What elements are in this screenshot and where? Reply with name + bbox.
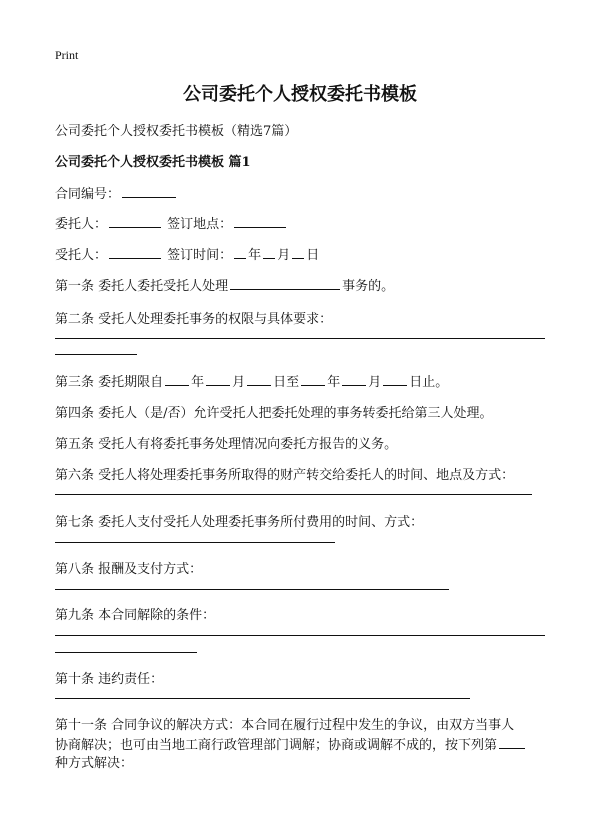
article-4: 第四条 委托人（是/否）允许受托人把委托处理的事务转委托给第三人处理。: [55, 406, 493, 421]
sign-day-label: 日: [306, 248, 320, 263]
page-title: 公司委托个人授权委托书模板: [183, 84, 417, 105]
article-9-rule-1: [55, 635, 545, 636]
article-7-rule: [55, 542, 335, 543]
agent-label: 受托人：: [55, 248, 108, 263]
article-6: 第六条 受托人将处理委托事务所取得的财产转交给委托人的时间、地点及方式：: [55, 468, 515, 483]
article-10-rule: [55, 698, 470, 699]
sign-month-label: 月: [277, 248, 291, 263]
article-11-line-2: [55, 734, 527, 753]
contract-number-label: 合同编号：: [55, 187, 121, 202]
art3-day-blank: [247, 384, 271, 386]
art3-year2: 年: [327, 375, 341, 390]
art3-month: 月: [232, 375, 246, 390]
article-9-rule-2: [55, 652, 197, 653]
art3-day2-blank: [383, 384, 407, 386]
art3-day-to: 日至: [273, 375, 300, 390]
document-subtitle: 公司委托个人授权委托书模板（精选7篇）: [55, 124, 298, 139]
art3-month2: 月: [368, 375, 382, 390]
contract-number-line: [55, 183, 178, 202]
article-6-rule: [55, 494, 532, 495]
article-1-blank: [230, 288, 340, 290]
article-2: 第二条 受托人处理委托事务的权限与具体要求：: [55, 312, 333, 327]
article-1: [55, 275, 394, 294]
art3-year: 年: [191, 375, 205, 390]
article-11-line-2-text: 协商解决；也可由当地工商行政管理部门调解；协商或调解不成的，按下列第: [55, 738, 498, 753]
article-7: 第七条 委托人支付受托人处理委托事务所付费用的时间、方式：: [55, 515, 424, 530]
art3-month2-blank: [342, 384, 366, 386]
article-11-line-3: 种方式解决：: [55, 756, 134, 771]
article-8: 第八条 报酬及支付方式：: [55, 562, 203, 577]
principal-label: 委托人：: [55, 217, 108, 232]
article-10: 第十条 违约责任：: [55, 672, 164, 687]
sign-time-label: 签订时间：: [167, 248, 233, 263]
contract-number-blank: [122, 196, 176, 198]
sign-place-label: 签订地点：: [167, 217, 233, 232]
sign-month-blank: [263, 257, 275, 259]
article-11-line-1: 第十一条 合同争议的解决方式：本合同在履行过程中发生的争议，由双方当事人: [55, 718, 515, 733]
art3-month-blank: [206, 384, 230, 386]
principal-line: [55, 213, 288, 232]
sign-place-blank: [234, 226, 286, 228]
agent-line: [55, 244, 319, 263]
principal-blank: [109, 226, 161, 228]
article-9: 第九条 本合同解除的条件：: [55, 608, 216, 623]
agent-blank: [109, 257, 161, 259]
article-5: 第五条 受托人有将委托事务处理情况向委托方报告的义务。: [55, 437, 398, 452]
article-1-suffix: 事务的。: [342, 279, 395, 294]
article-3: [55, 371, 448, 390]
article-3-text: 第三条 委托期限自: [55, 375, 164, 390]
art3-end: 日止。: [409, 375, 449, 390]
art3-year-blank: [165, 384, 189, 386]
article-11-blank: [499, 747, 525, 749]
art3-year2-blank: [301, 384, 325, 386]
print-label: Print: [55, 48, 79, 62]
article-8-rule: [55, 589, 449, 590]
sign-day-blank: [292, 257, 304, 259]
section-heading: 公司委托个人授权委托书模板 篇1: [55, 155, 251, 170]
article-2-rule-2: [55, 354, 137, 355]
sign-year-blank: [234, 257, 246, 259]
article-1-text: 第一条 委托人委托受托人处理: [55, 279, 229, 294]
sign-year-label: 年: [248, 248, 262, 263]
article-2-rule-1: [55, 338, 545, 339]
